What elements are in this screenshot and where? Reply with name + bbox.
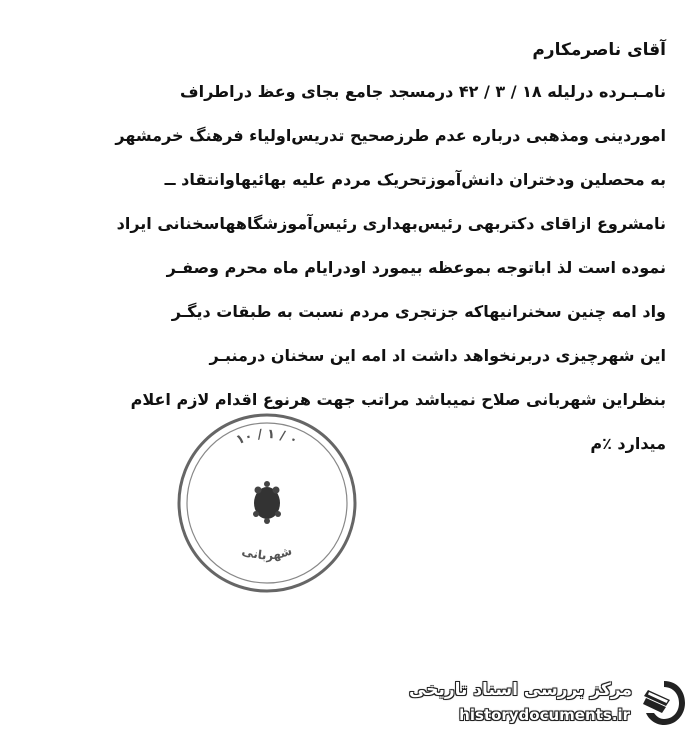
letter-line-5: نموده است لذ اباتوجه بموعظه بیمورد اودرایام ماه محرم وصفـر — [166, 258, 666, 277]
seal-top-text: ۱۰ / ۱ / ۰ — [234, 426, 300, 449]
official-seal — [172, 408, 362, 598]
letter-line-2: اموردینی ومذهبی درباره عدم طرزصحیح تدریس‌اولیاء فرهنگ خرمشهر — [115, 126, 666, 145]
letter-line-7: این شهرچیزی دربرنخواهد داشت اد امه این سخنان درمنبـر — [209, 346, 666, 365]
letter-line-6: واد امه چنین سخنرانیهاکه جزتجری مردم نسبت به طبقات دیگـر — [171, 302, 666, 321]
letter-line-1: نامـبـرده درلیله ۱۸ / ۳ / ۴۲ درمسجد جامع بجای وعظ دراطراف — [180, 82, 666, 101]
letter-line-3: به محصلین ودختران دانش‌آموزتحریک مردم علیه بهائیهاوانتقاد ــ — [164, 170, 666, 189]
archive-url[interactable]: historydocuments.ir — [459, 706, 630, 724]
letter-line-8: بنظراین شهربانی صلاح نمیباشد مراتب جهت هرنوع اقدام لازم اعلام — [130, 390, 666, 409]
closing-line: میدارد ٪م — [590, 434, 666, 453]
seal-bottom-text: شهربانی — [240, 543, 294, 563]
archive-name: مرکز بررسی اسناد تاریخی — [409, 680, 632, 700]
addressee-line: آقای ناصرمکارم — [532, 40, 666, 60]
letter-line-4: نامشروع ازاقای دکتربهی رئیس‌بهداری رئیس‌آموزشگاههاسخنانی ایراد — [116, 214, 666, 233]
emblem-icon — [253, 481, 281, 524]
letter-body — [46, 30, 666, 466]
archive-footer — [408, 676, 688, 732]
archive-logo-icon — [640, 678, 688, 728]
